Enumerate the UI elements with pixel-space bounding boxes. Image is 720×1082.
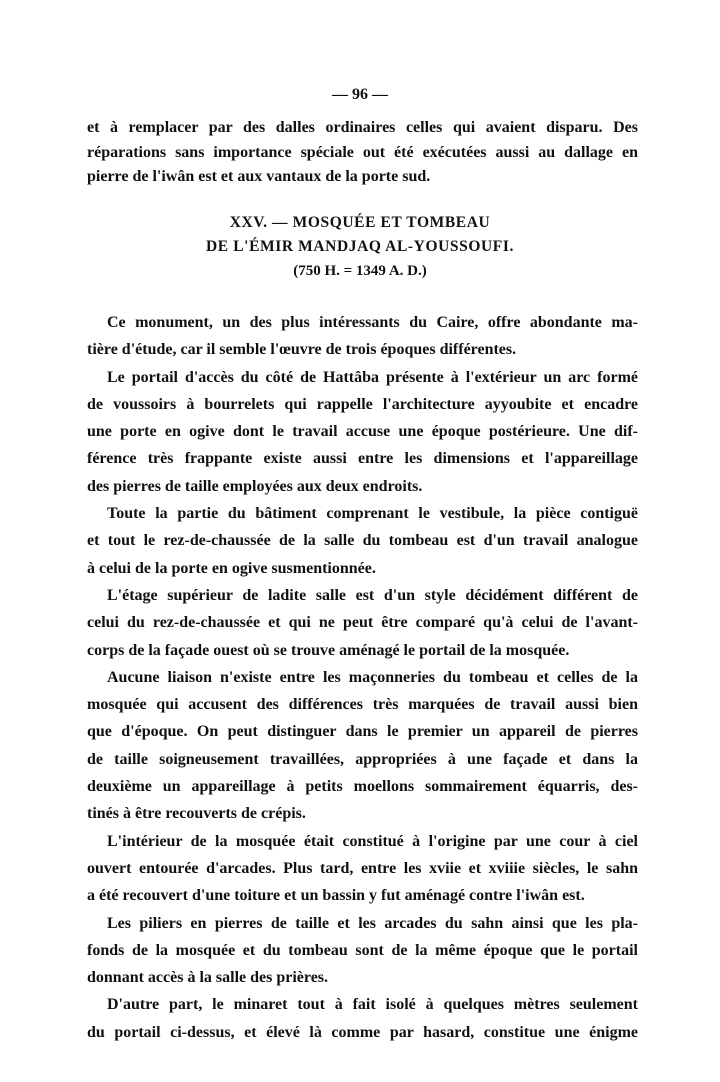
text-line: de taille soigneusement travaillées, appropriées à une façade et dans la	[87, 750, 638, 768]
text-line: mosquée qui accusent des différences très marquées de travail aussi bien	[87, 696, 638, 714]
text-line: pierre de l'iwân est et aux vantaux de la porte sud.	[87, 168, 431, 185]
paragraph	[87, 116, 638, 190]
text-line: Le portail d'accès du côté de Hattâba présente à l'extérieur un arc formé	[107, 368, 638, 386]
text-line: tinés à être recouverts de crépis.	[87, 805, 306, 823]
paragraph	[87, 309, 638, 364]
text-line: de voussoirs à bourrelets qui rappelle l'architecture ayyoubite et encadre	[87, 395, 638, 413]
paragraph	[87, 664, 638, 828]
text-line: des pierres de taille employées aux deux endroits.	[87, 477, 423, 495]
text-line: férence très frappante existe aussi entre les dimensions et l'appareillage	[87, 450, 638, 468]
page-number: — 96 —	[332, 86, 388, 103]
text-line: donnant accès à la salle des prières.	[87, 969, 329, 987]
body-text	[87, 309, 638, 1046]
text-line: L'étage supérieur de ladite salle est d'un style décidément différent de	[107, 586, 638, 604]
text-line: du portail ci-dessus, et élevé là comme par hasard, constitue une énigme	[87, 1023, 638, 1041]
text-line: a été recouvert d'une toiture et un bassin y fut aménagé contre l'iwân est.	[87, 887, 585, 905]
paragraph	[87, 991, 638, 1046]
text-line: et tout le rez-de-chaussée de la salle du tombeau est d'un travail analogue	[87, 532, 638, 550]
paragraph	[87, 910, 638, 992]
paragraph	[87, 500, 638, 582]
text-line: une porte en ogive dont le travail accuse une époque postérieure. Une dif-	[87, 423, 638, 441]
text-line: L'intérieur de la mosquée était constitué à l'origine par une cour à ciel	[107, 832, 638, 850]
text-line: Aucune liaison n'existe entre les maçonneries du tombeau et celles de la	[107, 668, 638, 686]
heading-title-line-2: DE L'ÉMIR MANDJAQ AL-YOUSSOUFI.	[206, 238, 514, 255]
paragraph	[87, 582, 638, 664]
section-heading	[0, 211, 720, 283]
paragraph	[87, 364, 638, 500]
paragraph	[87, 828, 638, 910]
text-line: corps de la façade ouest où se trouve aménagé le portail de la mosquée.	[87, 641, 570, 659]
heading-date: (750 H. = 1349 A. D.)	[293, 263, 427, 279]
text-line: Ce monument, un des plus intéressants du Caire, offre abondante ma-	[107, 314, 638, 331]
text-line: fonds de la mosquée et du tombeau sont de la même époque que le portail	[87, 941, 638, 959]
text-line: Les piliers en pierres de taille et les arcades du sahn ainsi que les pla-	[107, 914, 638, 932]
text-line: deuxième un appareillage à petits moellons sommairement équarris, des-	[87, 778, 638, 796]
text-line: et à remplacer par des dalles ordinaires celles qui avaient disparu. Des	[87, 119, 638, 136]
text-line: tière d'étude, car il semble l'œuvre de trois époques différentes.	[87, 341, 517, 359]
text-line: celui du rez-de-chaussée et qui ne peut être comparé qu'à celui de l'avant-	[87, 614, 638, 632]
text-line: que d'époque. On peut distinguer dans le premier un appareil de pierres	[87, 723, 638, 741]
heading-title-line-1: XXV. — MOSQUÉE ET TOMBEAU	[229, 214, 491, 231]
text-line: ouvert entourée d'arcades. Plus tard, entre les xviie et xviiie siècles, le sahn	[87, 859, 638, 877]
text-line: réparations sans importance spéciale out été exécutées aussi au dallage en	[87, 143, 638, 161]
text-line: à celui de la porte en ogive susmentionnée.	[87, 559, 376, 577]
intro-paragraph	[87, 116, 638, 190]
text-line: D'autre part, le minaret tout à fait isolé à quelques mètres seulement	[107, 996, 638, 1014]
text-line: Toute la partie du bâtiment comprenant le vestibule, la pièce contiguë	[107, 505, 638, 523]
